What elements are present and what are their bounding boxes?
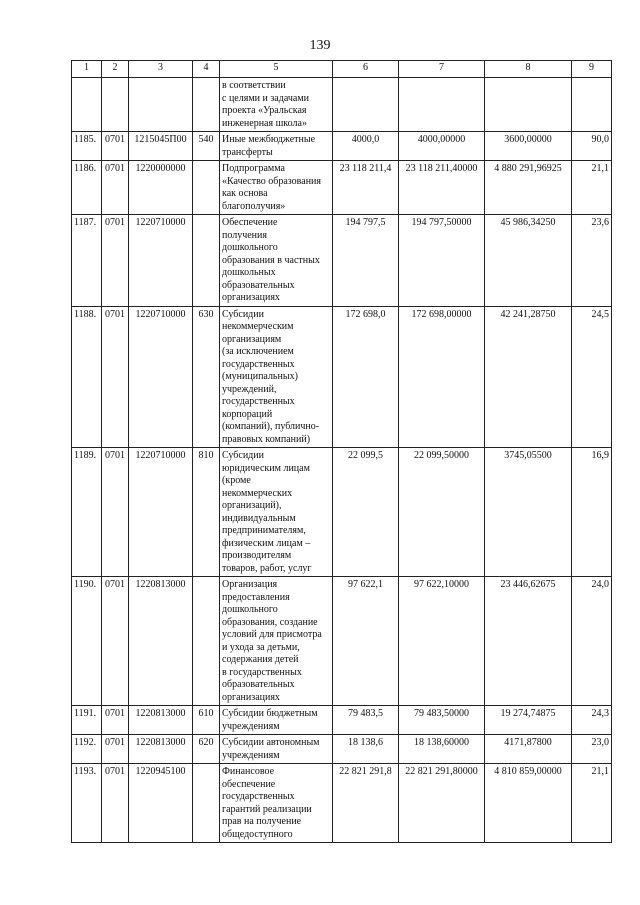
item-name-line: Субсидии бюджетным <box>222 708 318 719</box>
target-article-code: 1220945100 <box>129 764 193 843</box>
executed-amount: 4 880 291,96925 <box>485 161 572 215</box>
item-name-line: государственных <box>222 358 295 370</box>
row-number <box>72 78 102 132</box>
expense-type-code: 540 <box>193 132 220 161</box>
item-name-line: государственных <box>222 791 295 802</box>
item-name-line: учреждений, <box>222 383 277 395</box>
item-name-line: обеспечение <box>222 778 276 790</box>
row-number: 1187. <box>72 215 102 307</box>
executed-amount: 23 446,62675 <box>485 577 572 706</box>
item-name <box>220 735 333 764</box>
item-name <box>220 132 333 161</box>
item-name-line: в государственных <box>222 666 302 678</box>
table-row <box>72 161 612 215</box>
execution-percent: 16,9 <box>572 448 612 577</box>
item-name <box>220 215 333 307</box>
item-name-line: и ухода за детьми, <box>222 641 300 653</box>
item-name <box>220 764 333 843</box>
expense-type-code <box>193 577 220 706</box>
approved-amount: 172 698,00000 <box>399 306 485 448</box>
header-row <box>72 61 612 78</box>
item-name-line: юридическим лицам <box>222 462 310 474</box>
item-name-line: товаров, работ, услуг <box>222 562 312 574</box>
header-cell: 2 <box>102 61 129 78</box>
item-name-line: условий для присмотра <box>222 629 322 640</box>
section-code: 0701 <box>102 132 129 161</box>
execution-percent: 21,1 <box>572 764 612 843</box>
table-row <box>72 706 612 735</box>
item-name-line: организациях <box>222 292 280 303</box>
approved-amount: 194 797,50000 <box>399 215 485 307</box>
approved-amount: 22 099,50000 <box>399 448 485 577</box>
header-cell: 7 <box>399 61 485 78</box>
executed-amount: 4 810 859,00000 <box>485 764 572 843</box>
item-name-line: физическим лицам – <box>222 537 311 549</box>
row-number: 1189. <box>72 448 102 577</box>
approved-amount <box>399 78 485 132</box>
target-article-code: 1220813000 <box>129 577 193 706</box>
approved-amount: 22 821 291,80000 <box>399 764 485 843</box>
planned-amount: 172 698,0 <box>333 306 399 448</box>
planned-amount: 4000,0 <box>333 132 399 161</box>
item-name-line: Организация <box>222 579 278 590</box>
execution-percent: 24,0 <box>572 577 612 706</box>
planned-amount: 23 118 211,4 <box>333 161 399 215</box>
table-row <box>72 306 612 448</box>
approved-amount: 97 622,10000 <box>399 577 485 706</box>
approved-amount: 18 138,60000 <box>399 735 485 764</box>
item-name-line: (муниципальных) <box>222 371 298 382</box>
item-name-line: образования, создание <box>222 616 318 628</box>
expense-type-code: 810 <box>193 448 220 577</box>
expense-type-code: 620 <box>193 735 220 764</box>
table-row <box>72 132 612 161</box>
item-name-line: с целями и задачами <box>222 92 310 104</box>
item-name-line: Субсидии <box>222 450 264 461</box>
planned-amount: 194 797,5 <box>333 215 399 307</box>
expense-type-code <box>193 764 220 843</box>
expense-type-code: 610 <box>193 706 220 735</box>
item-name-line: прав на получение <box>222 816 302 827</box>
approved-amount: 23 118 211,40000 <box>399 161 485 215</box>
item-name-line: «Качество образования <box>222 175 322 187</box>
section-code: 0701 <box>102 215 129 307</box>
approved-amount: 79 483,50000 <box>399 706 485 735</box>
header-cell: 6 <box>333 61 399 78</box>
table-body <box>72 78 612 843</box>
section-code: 0701 <box>102 735 129 764</box>
item-name-line: предпринимателям, <box>222 525 306 536</box>
item-name-line: некоммерческим <box>222 321 294 332</box>
item-name-line: Субсидии автономным <box>222 737 320 748</box>
item-name-line: (кроме <box>222 475 251 486</box>
section-code: 0701 <box>102 448 129 577</box>
execution-percent: 23,6 <box>572 215 612 307</box>
item-name-line: Финансовое <box>222 766 275 777</box>
expense-type-code <box>193 161 220 215</box>
row-number: 1186. <box>72 161 102 215</box>
item-name-line: дошкольного <box>222 242 278 253</box>
row-number: 1190. <box>72 577 102 706</box>
budget-table <box>71 60 612 843</box>
item-name-line: образования в частных <box>222 254 320 266</box>
item-name-line: образовательных <box>222 679 295 690</box>
expense-type-code <box>193 78 220 132</box>
executed-amount: 42 241,28750 <box>485 306 572 448</box>
item-name-line: трансферты <box>222 146 273 158</box>
executed-amount: 19 274,74875 <box>485 706 572 735</box>
item-name-line: проекта «Уральская <box>222 105 307 116</box>
executed-amount: 3745,05500 <box>485 448 572 577</box>
section-code <box>102 78 129 132</box>
item-name-line: образовательных <box>222 279 295 291</box>
item-name-line: государственных <box>222 396 295 407</box>
item-name-line: в соответствии <box>222 80 286 91</box>
header-cell: 8 <box>485 61 572 78</box>
executed-amount <box>485 78 572 132</box>
header-cell: 4 <box>193 61 220 78</box>
section-code: 0701 <box>102 161 129 215</box>
planned-amount: 22 821 291,8 <box>333 764 399 843</box>
item-name-line: (компаний), публично- <box>222 421 320 432</box>
execution-percent: 90,0 <box>572 132 612 161</box>
target-article-code: 1215045П00 <box>129 132 193 161</box>
planned-amount: 18 138,6 <box>333 735 399 764</box>
item-name-line: Иные межбюджетные <box>222 134 316 145</box>
page-number: 139 <box>309 38 331 53</box>
execution-percent: 24,3 <box>572 706 612 735</box>
section-code: 0701 <box>102 577 129 706</box>
item-name-line: производителям <box>222 550 292 561</box>
row-number: 1185. <box>72 132 102 161</box>
item-name-line: содержания детей <box>222 654 299 665</box>
table-row <box>72 735 612 764</box>
table-row <box>72 577 612 706</box>
executed-amount: 3600,00000 <box>485 132 572 161</box>
item-name-line: благополучия» <box>222 200 286 212</box>
execution-percent: 24,5 <box>572 306 612 448</box>
item-name-line: организаций), <box>222 500 282 511</box>
target-article-code <box>129 78 193 132</box>
expense-type-code: 630 <box>193 306 220 448</box>
item-name-line: гарантий реализации <box>222 803 312 815</box>
target-article-code: 1220000000 <box>129 161 193 215</box>
item-name-line: (за исключением <box>222 346 294 357</box>
item-name-line: организациях <box>222 691 280 703</box>
item-name <box>220 306 333 448</box>
row-number: 1193. <box>72 764 102 843</box>
table-row <box>72 448 612 577</box>
row-number: 1192. <box>72 735 102 764</box>
item-name-line: организациям <box>222 333 282 345</box>
executed-amount: 45 986,34250 <box>485 215 572 307</box>
item-name-line: учреждениям <box>222 720 280 732</box>
target-article-code: 1220813000 <box>129 706 193 735</box>
table-row <box>72 78 612 132</box>
planned-amount <box>333 78 399 132</box>
item-name-line: общедоступного <box>222 828 293 840</box>
planned-amount: 79 483,5 <box>333 706 399 735</box>
header-cell: 9 <box>572 61 612 78</box>
item-name-line: дошкольного <box>222 604 278 615</box>
target-article-code: 1220710000 <box>129 448 193 577</box>
item-name <box>220 577 333 706</box>
target-article-code: 1220813000 <box>129 735 193 764</box>
section-code: 0701 <box>102 764 129 843</box>
execution-percent <box>572 78 612 132</box>
item-name-line: предоставления <box>222 591 290 603</box>
item-name-line: учреждениям <box>222 749 280 761</box>
item-name <box>220 706 333 735</box>
execution-percent: 21,1 <box>572 161 612 215</box>
planned-amount: 22 099,5 <box>333 448 399 577</box>
item-name-line: Подпрограмма <box>222 163 285 174</box>
item-name-line: некоммерческих <box>222 487 293 499</box>
header-cell: 5 <box>220 61 333 78</box>
expense-type-code <box>193 215 220 307</box>
table-row <box>72 215 612 307</box>
table-row <box>72 764 612 843</box>
item-name <box>220 161 333 215</box>
item-name-line: правовых компаний) <box>222 433 311 445</box>
item-name-line: как основа <box>222 188 268 199</box>
row-number: 1188. <box>72 306 102 448</box>
header-cell: 1 <box>72 61 102 78</box>
planned-amount: 97 622,1 <box>333 577 399 706</box>
item-name <box>220 78 333 132</box>
executed-amount: 4171,87800 <box>485 735 572 764</box>
section-code: 0701 <box>102 306 129 448</box>
target-article-code: 1220710000 <box>129 215 193 307</box>
item-name-line: получения <box>222 229 267 241</box>
execution-percent: 23,0 <box>572 735 612 764</box>
item-name-line: корпораций <box>222 408 273 420</box>
item-name-line: инженерная школа» <box>222 117 307 129</box>
section-code: 0701 <box>102 706 129 735</box>
target-article-code: 1220710000 <box>129 306 193 448</box>
header-cell: 3 <box>129 61 193 78</box>
approved-amount: 4000,00000 <box>399 132 485 161</box>
item-name-line: индивидуальным <box>222 512 296 524</box>
item-name <box>220 448 333 577</box>
row-number: 1191. <box>72 706 102 735</box>
item-name-line: Субсидии <box>222 308 264 320</box>
item-name-line: Обеспечение <box>222 217 278 228</box>
item-name-line: дошкольных <box>222 267 276 278</box>
